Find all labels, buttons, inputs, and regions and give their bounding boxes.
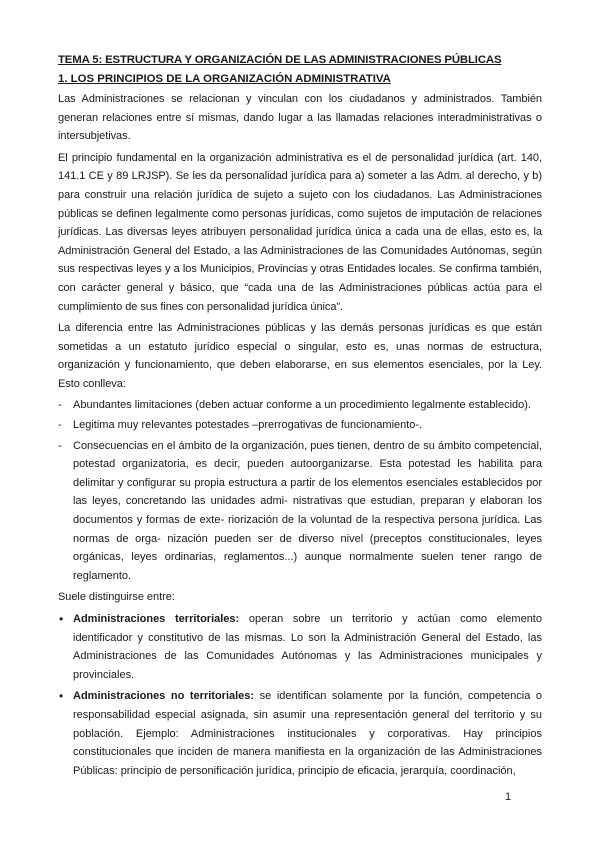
term-no-territoriales: Administraciones no territoriales: <box>73 690 255 703</box>
paragraph-difference: La diferencia entre las Administraciones públicas y las demás personas jurídicas es que están sometidas a un estatuto jurídico especial o singular, esto es, unas normas de estructura, organización y funcionamiento, que deben elaborarse, en sus elementos esenciales, por la Ley. Esto conlleva: <box>58 322 542 390</box>
paragraph-relations: Las Administraciones se relacionan y vinculan con los ciudadanos y administrados. También generan relaciones entre sí mismas, dando lugar a las llamadas relaciones interadministrativas o intersubjetivas. <box>58 93 542 143</box>
consequences-list <box>58 396 542 586</box>
definition-no-territoriales: se identifican solamente por la función, competencia o responsabilidad especial asignada, sin asumir una representación general del territorio y su población. Ejemplo: Administraciones institucionales y corporativas. Hay principios constitucionales que inciden de manera manifiesta en la organización de las Administraciones Públicas: principio de personificación jurídica, principio de eficacia, jerarquía, coordinación, <box>73 690 543 777</box>
paragraph-legal-personality: El principio fundamental en la organización administrativa es el de personalidad jurídica (art. 140, 141.1 CE y 89 LRJSP). Se les da personalidad jurídica para a) someter a las Adm. al derecho, y b) para construir una relación jurídica de sujeto a sujeto con los ciudadanos. Las Administraciones públicas se definen legalmente como personas jurídicas, como sujetos de imputación de relaciones jurídicas. Las diversas leyes atribuyen personalidad jurídica única a cada una de ellas, esto es, la Administración General del Estado, a las Administraciones de las Comunidades Autónomas, según sus respectivas leyes y a los Municipios, Provincias y otras Entidades locales. Se confirma también, con carácter general y básico, que “cada una de las Administraciones públicas actúa para el cumplimiento de sus fines con personalidad jurídica única”. <box>58 151 542 313</box>
list-item: - Legitima muy relevantes potestades –prerrogativas de funcionamiento-. <box>58 416 542 435</box>
list-item-no-territoriales <box>58 687 542 780</box>
list-item: - Consecuencias en el ámbito de la organización, pues tienen, dentro de su ámbito competencial, potestad organizatoria, es decir, pueden autoorganizarse. Esta potestad les habilita para delimitar y configurar su propia estructura a partir de los elementos esenciales establecidos por las leyes, concretando las unidades admi- nistrativas que estudian, preparan y elaboran los documentos y formas de exte- riorización de la voluntad de la respectiva persona jurídica. Las normas de orga- nización pueden ser de diverso nivel (preceptos constitucionales, leyes orgánicas, leyes ordinarias, reglamentos...) aunque normalmente suelen tener rango de reglamento. <box>58 437 542 586</box>
administration-types-list <box>58 610 542 780</box>
list-item: - Abundantes limitaciones (deben actuar conforme a un procedimiento legalmente establecido). <box>58 396 542 415</box>
section-heading: 1. LOS PRINCIPIOS DE LA ORGANIZACIÓN ADMINISTRATIVA <box>58 73 391 85</box>
list-item-territoriales <box>58 610 542 684</box>
term-territoriales: Administraciones territoriales: <box>73 613 240 626</box>
definition-territoriales: operan sobre un territorio y actúan como elemento identificador y constitutivo de las mismas. Lo son la Administración General del Estado, las Administraciones de las Comunidades Autónomas y las Administraciones municipales y provinciales. <box>73 613 542 681</box>
document-title: TEMA 5: ESTRUCTURA Y ORGANIZACIÓN DE LAS ADMINISTRACIONES PÚBLICAS <box>58 54 502 66</box>
document-page <box>58 52 542 780</box>
distinction-intro: Suele distinguirse entre: <box>58 591 175 604</box>
page-number: 1 <box>505 791 512 803</box>
